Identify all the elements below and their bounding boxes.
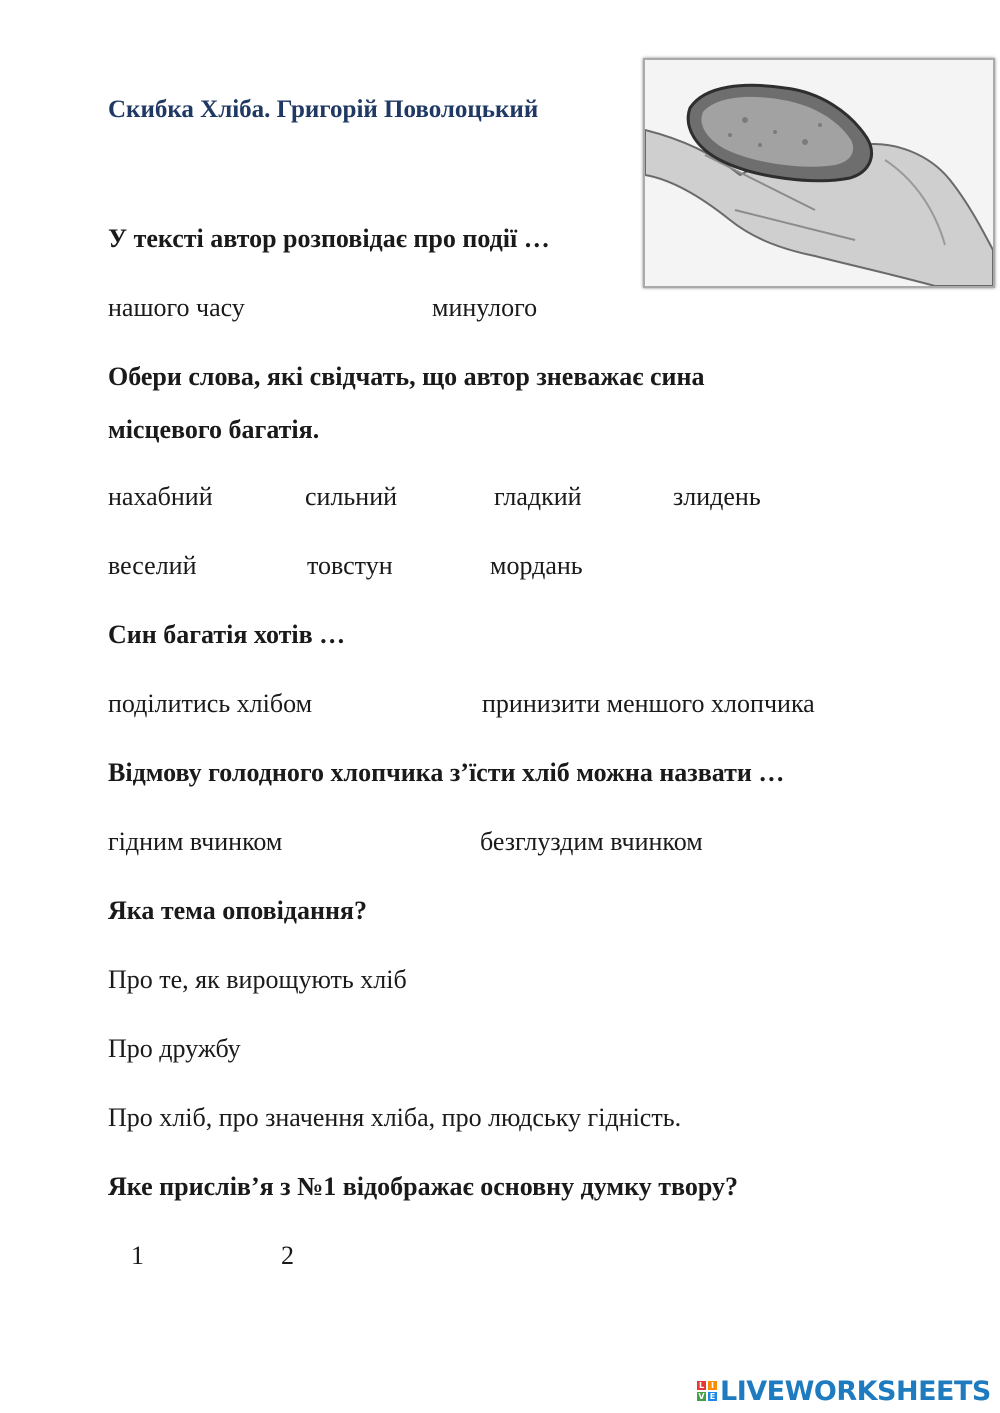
answer-option[interactable]: минулого xyxy=(432,293,538,322)
question-1: У тексті автор розповідає про події … xyxy=(108,224,550,253)
question-2-line-1: Обери слова, які свідчать, що автор зневажає сина xyxy=(108,362,705,391)
answer-option[interactable]: веселий xyxy=(108,551,197,580)
liveworksheets-logo xyxy=(697,1374,991,1408)
answer-option[interactable]: товстун xyxy=(307,551,393,580)
answer-option[interactable]: гідним вчинком xyxy=(108,827,283,856)
answer-option[interactable]: принизити меншого хлопчика xyxy=(482,689,815,718)
worksheet-title: Скибка Хліба. Григорій Поволоцький xyxy=(108,96,539,123)
logo-text: LIVEWORKSHEETS xyxy=(720,1375,991,1407)
answer-option[interactable]: Про хліб, про значення хліба, про людську гідність. xyxy=(108,1103,682,1132)
question-5: Яка тема оповідання? xyxy=(108,896,367,925)
answer-option[interactable]: 2 xyxy=(281,1241,294,1270)
answer-option[interactable]: поділитись хлібом xyxy=(108,689,313,718)
bread-in-hand-photo xyxy=(643,58,995,288)
answer-option[interactable]: Про те, як вирощують хліб xyxy=(108,965,407,994)
answer-option[interactable]: 1 xyxy=(131,1241,144,1270)
answer-option[interactable]: нашого часу xyxy=(108,293,245,322)
logo-mark-icon: L I V E xyxy=(698,1381,716,1401)
question-4: Відмову голодного хлопчика з’їсти хліб можна назвати … xyxy=(108,758,785,787)
question-6: Яке прислів’я з №1 відображає основну думку твору? xyxy=(108,1172,739,1201)
answer-option[interactable]: Про дружбу xyxy=(108,1034,241,1063)
answer-option[interactable]: злидень xyxy=(673,482,761,511)
answer-option[interactable]: гладкий xyxy=(494,482,582,511)
answer-option[interactable]: сильний xyxy=(305,482,398,511)
question-3: Син багатія хотів … xyxy=(108,620,346,649)
answer-option[interactable]: безглуздим вчинком xyxy=(480,827,703,856)
question-2-line-2: місцевого багатія. xyxy=(108,415,320,444)
answer-option[interactable]: нахабний xyxy=(108,482,213,511)
answer-option[interactable]: мордань xyxy=(490,551,583,580)
